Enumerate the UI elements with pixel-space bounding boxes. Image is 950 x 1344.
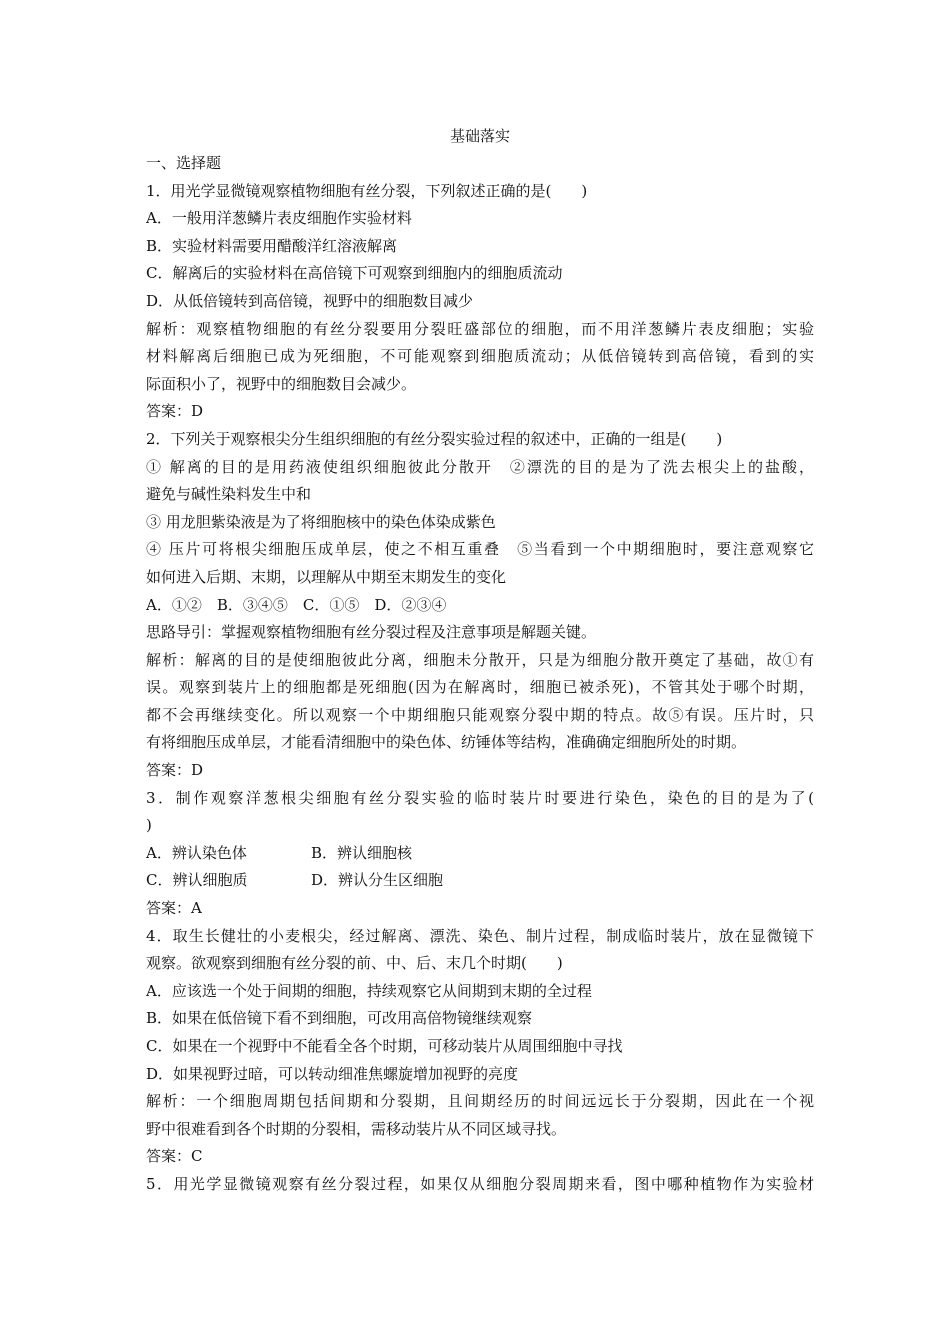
q2-analysis-line: 解析：解离的目的是使细胞彼此分离，细胞未分散开，只是为细胞分散开奠定了基础，故①有 bbox=[146, 650, 814, 669]
q2-options: A．①② B．③④⑤ C．①⑤ D．②③④ bbox=[146, 595, 447, 614]
q3-option-b: B．辨认细胞核 bbox=[311, 843, 413, 862]
q3-options-row bbox=[146, 867, 814, 895]
page-title: 基础落实 bbox=[449, 127, 510, 145]
q4-option-d: D．如果视野过暗，可以转动细准焦螺旋增加视野的亮度 bbox=[146, 1064, 519, 1083]
q2-statement-line: 避免与碱性染料发生中和 bbox=[146, 485, 312, 504]
q3-stem-line: ) bbox=[146, 816, 152, 835]
q2-analysis-line: 都不会再继续变化。所以观察一个中期细胞只能观察分裂中期的特点。故⑤有误。压片时，只 bbox=[146, 705, 814, 724]
q2-answer: 答案：D bbox=[146, 761, 204, 780]
q3-options-row bbox=[146, 840, 814, 868]
q2-analysis-line: 有将细胞压成单层，才能看清细胞中的染色体、纺锤体等结构，准确确定细胞所处的时期。 bbox=[146, 733, 747, 752]
section-heading: 一、选择题 bbox=[146, 154, 222, 172]
q1-answer: 答案：D bbox=[146, 402, 204, 421]
q2-stem: 2．下列关于观察根尖分生组织细胞的有丝分裂实验过程的叙述中，正确的一组是( ) bbox=[146, 429, 723, 448]
q2-analysis-line: 误。观察到装片上的细胞都是死细胞(因为在解离时，细胞已被杀死)，不管其处于哪个时期， bbox=[146, 678, 814, 697]
document-page bbox=[146, 122, 814, 1199]
q3-answer: 答案：A bbox=[146, 899, 202, 918]
q2-statement-line: ④ 压片可将根尖细胞压成单层，使之不相互重叠 ⑤当看到一个中期细胞时，要注意观察它 bbox=[146, 540, 814, 559]
q4-stem-line: 观察。欲观察到细胞有丝分裂的前、中、后、末几个时期( ) bbox=[146, 954, 563, 973]
q5-stem: 5．用光学显微镜观察有丝分裂过程，如果仅从细胞分裂周期来看，图中哪种植物作为实验材 bbox=[146, 1174, 814, 1193]
q1-option-a: A．一般用洋葱鳞片表皮细胞作实验材料 bbox=[146, 209, 412, 228]
q1-option-d: D．从低倍镜转到高倍镜，视野中的细胞数目减少 bbox=[146, 291, 474, 310]
q4-analysis-line: 野中很难看到各个时期的分裂相，需移动装片从不同区域寻找。 bbox=[146, 1119, 567, 1138]
q1-stem: 1．用光学显微镜观察植物细胞有丝分裂，下列叙述正确的是( ) bbox=[146, 181, 588, 200]
q1-analysis-line: 材料解离后细胞已成为死细胞，不可能观察到细胞质流动；从低倍镜转到高倍镜，看到的实 bbox=[146, 347, 814, 366]
q4-option-b: B．如果在低倍镜下看不到细胞，可改用高倍物镜继续观察 bbox=[146, 1009, 533, 1028]
q1-analysis-line: 际面积小了，视野中的细胞数目会减少。 bbox=[146, 374, 417, 393]
q2-guide: 思路导引：掌握观察植物细胞有丝分裂过程及注意事项是解题关键。 bbox=[146, 623, 597, 642]
q4-analysis-line: 解析：一个细胞周期包括间期和分裂期，且间期经历的时间远远长于分裂期，因此在一个视 bbox=[146, 1092, 814, 1111]
q1-option-c: C．解离后的实验材料在高倍镜下可观察到细胞内的细胞质流动 bbox=[146, 264, 563, 283]
q1-analysis-line: 解析：观察植物细胞的有丝分裂要用分裂旺盛部位的细胞，而不用洋葱鳞片表皮细胞；实验 bbox=[146, 319, 814, 338]
q2-statement-line: ③ 用龙胆紫染液是为了将细胞核中的染色体染成紫色 bbox=[146, 512, 496, 531]
q4-option-c: C．如果在一个视野中不能看全各个时期，可移动装片从周围细胞中寻找 bbox=[146, 1037, 623, 1055]
q4-option-a: A．应该选一个处于间期的细胞，持续观察它从间期到末期的全过程 bbox=[146, 981, 592, 1000]
q4-stem-line: 4．取生长健壮的小麦根尖，经过解离、漂洗、染色、制片过程，制成临时装片，放在显微镜下 bbox=[146, 926, 814, 945]
q3-option-c: C．辨认细胞质 bbox=[146, 871, 248, 890]
q3-stem-line: 3．制作观察洋葱根尖细胞有丝分裂实验的临时装片时要进行染色，染色的目的是为了( bbox=[146, 788, 814, 807]
q2-statement-line: 如何进入后期、末期，以理解从中期至末期发生的变化 bbox=[146, 567, 507, 586]
q4-answer: 答案：C bbox=[146, 1147, 203, 1166]
q2-statement-line: ① 解离的目的是用药液使组织细胞彼此分散开 ②漂洗的目的是为了洗去根尖上的盐酸， bbox=[146, 457, 814, 476]
q1-option-b: B．实验材料需要用醋酸洋红溶液解离 bbox=[146, 236, 398, 255]
q3-option-a: A．辨认染色体 bbox=[146, 843, 247, 862]
q3-option-d: D．辨认分生区细胞 bbox=[311, 871, 444, 890]
